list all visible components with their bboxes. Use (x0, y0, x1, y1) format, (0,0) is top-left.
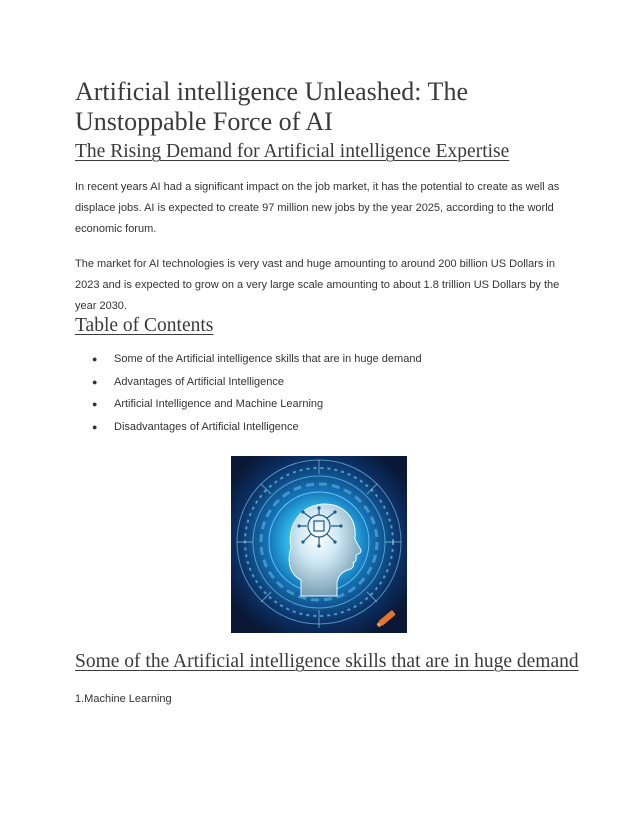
document-title: Artificial intelligence Unleashed: The Unstoppable Force of AI (75, 77, 468, 136)
bullet-icon: ● (92, 399, 98, 409)
paragraph-job-market: In recent years AI had a significant impact on the job market, it has the potential to create as well as displace jobs. AI is expected to create 97 million new jobs by the year 2025, according to the world economic forum. (75, 181, 560, 235)
toc-heading: Table of Contents (75, 315, 214, 336)
skills-list-item-machine-learning: 1.Machine Learning (75, 693, 172, 705)
section-heading-rising-demand: The Rising Demand for Artificial intelligence Expertise (75, 141, 510, 162)
ai-head-figure (231, 456, 407, 633)
ai-head-circuit-icon (231, 456, 407, 633)
toc-item-label: Artificial Intelligence and Machine Learning (114, 398, 324, 410)
bullet-icon: ● (92, 354, 98, 364)
paragraph-market-size: The market for AI technologies is very vast and huge amounting to around 200 billion US Dollars in 2023 and is expected to grow on a very large scale amounting to about 1.8 trillion US Dollars by the year 2030. (75, 258, 560, 312)
bullet-icon: ● (92, 376, 98, 387)
bullet-icon: ● (92, 421, 98, 432)
toc-item-label: Advantages of Artificial Intelligence (114, 375, 284, 388)
toc-item-label: Disadvantages of Artificial Intelligence (114, 420, 299, 433)
toc-item-label: Some of the Artificial intelligence skills that are in huge demand (114, 353, 422, 365)
section-heading-skills: Some of the Artificial intelligence skills that are in huge demand (75, 651, 579, 672)
